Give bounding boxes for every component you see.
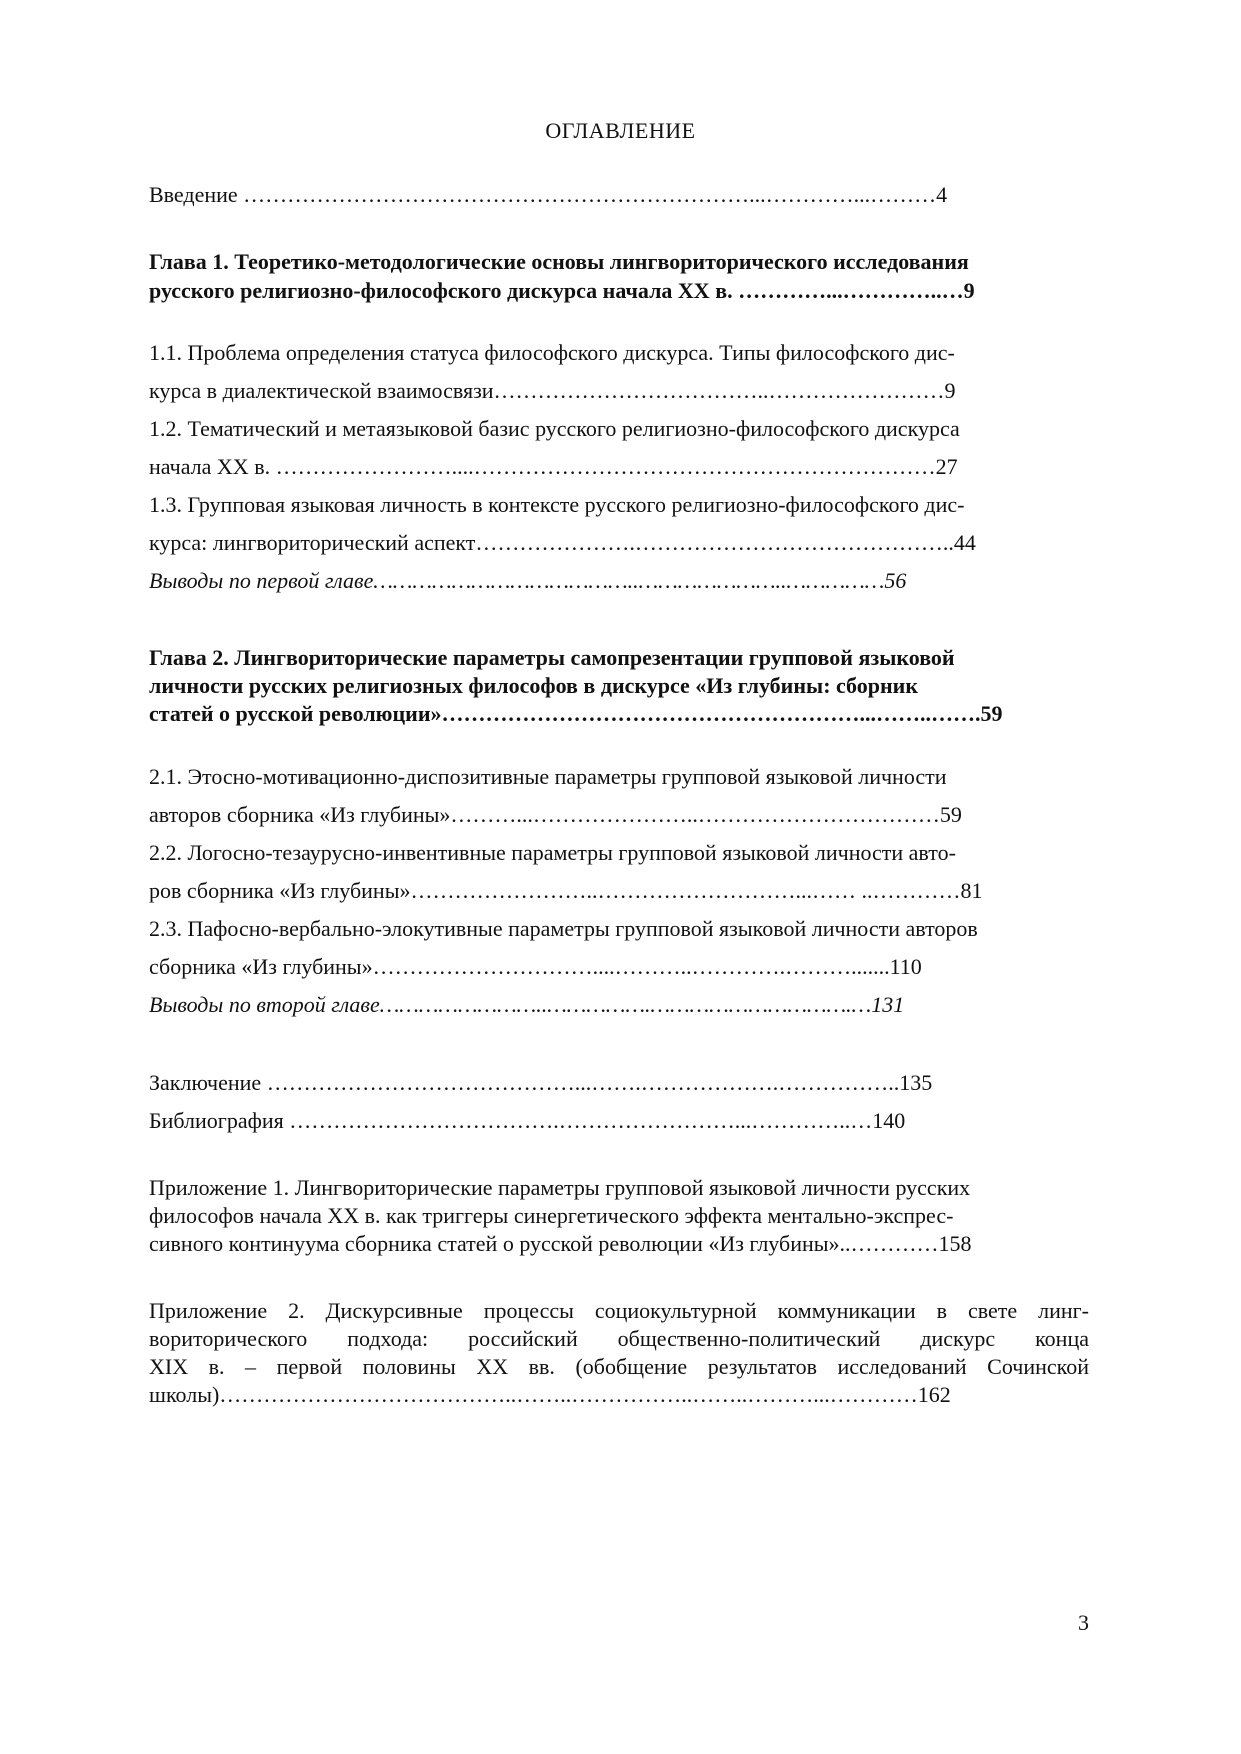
toc-entry-1-2-line-1[interactable]: 1.2. Тематический и метаязыковой базис русского религиозно-философского дискурса: [149, 416, 960, 441]
appendix-2-line-2[interactable]: вориторического подхода: российский общественно-политический дискурс конца: [149, 1326, 1089, 1351]
appendix-2-line-1[interactable]: Приложение 2. Дискурсивные процессы социокультурной коммуникации в свете линг-: [149, 1298, 1089, 1323]
toc-entry-1-3-line-2[interactable]: курса: лингвориторический аспект………………….……………………………………..44: [149, 530, 976, 555]
appendix-2-line-3[interactable]: XIX в. – первой половины ХХ вв. (обобщение результатов исследований Сочинской: [149, 1354, 1089, 1379]
toc-entry-chapter-2-conclusions[interactable]: Выводы по второй главе……………………..…………….………………………….…131: [149, 992, 905, 1017]
toc-entry-2-3-line-1[interactable]: 2.3. Пафосно-вербально-элокутивные параметры групповой языковой личности авторов: [149, 916, 978, 941]
toc-entry-chapter-1-conclusions[interactable]: Выводы по первой главе…………………………………..…………………..……………56: [149, 568, 907, 593]
chapter-2-heading-line-1[interactable]: Глава 2. Лингвориторические параметры самопрезентации групповой языковой: [149, 645, 955, 670]
toc-entry-1-1-line-2[interactable]: курса в диалектической взаимосвязи………………………………..……………………9: [149, 378, 956, 403]
page-title: ОГЛАВЛЕНИЕ: [545, 118, 696, 143]
toc-entry-bibliography[interactable]: Библиография ……………………………….……………………...…………..…140: [149, 1108, 906, 1133]
toc-entry-introduction[interactable]: Введение ……………………………………………………………...…………...………4: [149, 182, 948, 207]
toc-entry-2-1-line-2[interactable]: авторов сборника «Из глубины»………...…………………..……………………………59: [149, 802, 962, 827]
toc-entry-2-2-line-2[interactable]: ров сборника «Из глубины»……………………..………………………...…… ..…………81: [149, 878, 983, 903]
toc-entry-conclusion[interactable]: Заключение ……………………………………...…….……………….……………..135: [149, 1070, 933, 1095]
toc-entry-2-3-line-2[interactable]: сборника «Из глубины»…………………………....………..………….……….......110: [149, 954, 922, 979]
chapter-1-heading-line-2[interactable]: русского религиозно-философского дискурса начала ХХ в. …………...…………..…9: [149, 278, 975, 303]
chapter-2-heading-line-3[interactable]: статей о русской революции»…………………………………………………...……..…….59: [149, 701, 1003, 726]
toc-entry-1-1-line-1[interactable]: 1.1. Проблема определения статуса философского дискурса. Типы философского дис-: [149, 340, 955, 365]
toc-entry-2-1-line-1[interactable]: 2.1. Этосно-мотивационно-диспозитивные параметры групповой языковой личности: [149, 764, 947, 789]
appendix-1-line-1[interactable]: Приложение 1. Лингвориторические параметры групповой языковой личности русских: [149, 1175, 971, 1200]
appendix-2-line-4[interactable]: школы)…………………………………..……..……………..……..………...…………162: [149, 1382, 951, 1407]
toc-entry-2-2-line-1[interactable]: 2.2. Логосно-тезаурусно-инвентивные параметры групповой языковой личности авто-: [149, 840, 956, 865]
chapter-2-heading-line-2[interactable]: личности русских религиозных философов в дискурсе «Из глубины: сборник: [149, 673, 919, 698]
chapter-1-heading-line-1[interactable]: Глава 1. Теоретико-методологические основы лингвориторического исследования: [149, 249, 969, 274]
appendix-1-line-3[interactable]: сивного континуума сборника статей о русской революции «Из глубины»..…………158: [149, 1231, 972, 1256]
page-number: 3: [1078, 1610, 1089, 1635]
toc-entry-1-3-line-1[interactable]: 1.3. Групповая языковая личность в контексте русского религиозно-философского дис-: [149, 492, 965, 517]
toc-entry-1-2-line-2[interactable]: начала ХХ в. ……………………....………………………………………………………27: [149, 454, 958, 479]
appendix-1-line-2[interactable]: философов начала ХХ в. как триггеры синергетического эффекта ментально-экспрес-: [149, 1203, 954, 1228]
